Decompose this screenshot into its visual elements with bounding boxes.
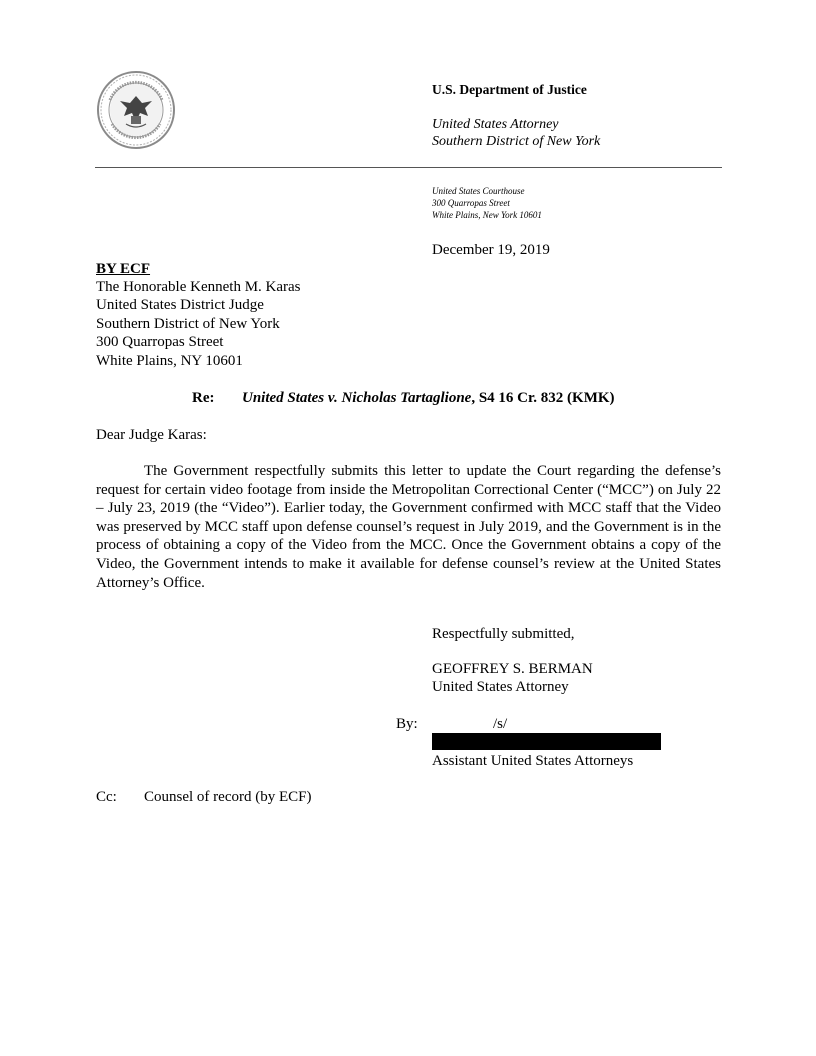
delivery-method: BY ECF <box>96 261 151 277</box>
recipient-court: Southern District of New York <box>96 316 280 332</box>
attorney-title: United States Attorney <box>432 679 569 695</box>
redaction-bar <box>432 733 661 750</box>
by-label: By: <box>396 716 418 732</box>
recipient-street: 300 Quarropas Street <box>96 334 224 350</box>
address-line-2: 300 Quarropas Street <box>432 198 510 208</box>
signer-title: Assistant United States Attorneys <box>432 753 634 769</box>
department-name: U.S. Department of Justice <box>432 82 587 97</box>
cc-text: Counsel of record (by ECF) <box>144 789 312 805</box>
recipient-title: United States District Judge <box>96 297 264 313</box>
address-line-3: White Plains, New York 10601 <box>432 210 542 220</box>
district-name: Southern District of New York <box>432 134 601 149</box>
doj-seal <box>96 70 176 150</box>
letterhead-divider <box>95 167 722 168</box>
body-paragraph: The Government respectfully submits this letter to update the Court regarding the defense’s request for certain video footage from inside the Metropolitan Correctional Center (“MCC”) on July 22 – July 23, 2019 (the “Video”). Earlier today, the Government confirmed with MCC staff that the Video was preserved by MCC staff upon defense counsel’s request in July 2019, and the Government is in the process of obtaining a copy of the Video from the MCC. Once the Government obtains a copy of the Video, the Government intends to make it available for defense counsel’s review at the United States Attorney’s Office. <box>96 463 721 591</box>
re-label: Re: <box>192 390 215 406</box>
letter-date: December 19, 2019 <box>432 242 550 258</box>
signature: /s/ <box>493 716 508 732</box>
sign-off: Respectfully submitted, <box>432 626 575 642</box>
salutation: Dear Judge Karas: <box>96 427 207 443</box>
office-name: United States Attorney <box>432 117 559 132</box>
address-line-1: United States Courthouse <box>432 186 525 196</box>
re-subject <box>242 390 615 407</box>
seal-emblem-icon <box>96 70 176 150</box>
recipient-city: White Plains, NY 10601 <box>96 353 243 369</box>
recipient-name: The Honorable Kenneth M. Karas <box>96 279 301 295</box>
docket-number: , S4 16 Cr. 832 (KMK) <box>471 390 615 406</box>
attorney-name: GEOFFREY S. BERMAN <box>432 661 593 677</box>
case-name: United States v. Nicholas Tartaglione <box>242 390 472 406</box>
cc-label: Cc: <box>96 789 117 805</box>
